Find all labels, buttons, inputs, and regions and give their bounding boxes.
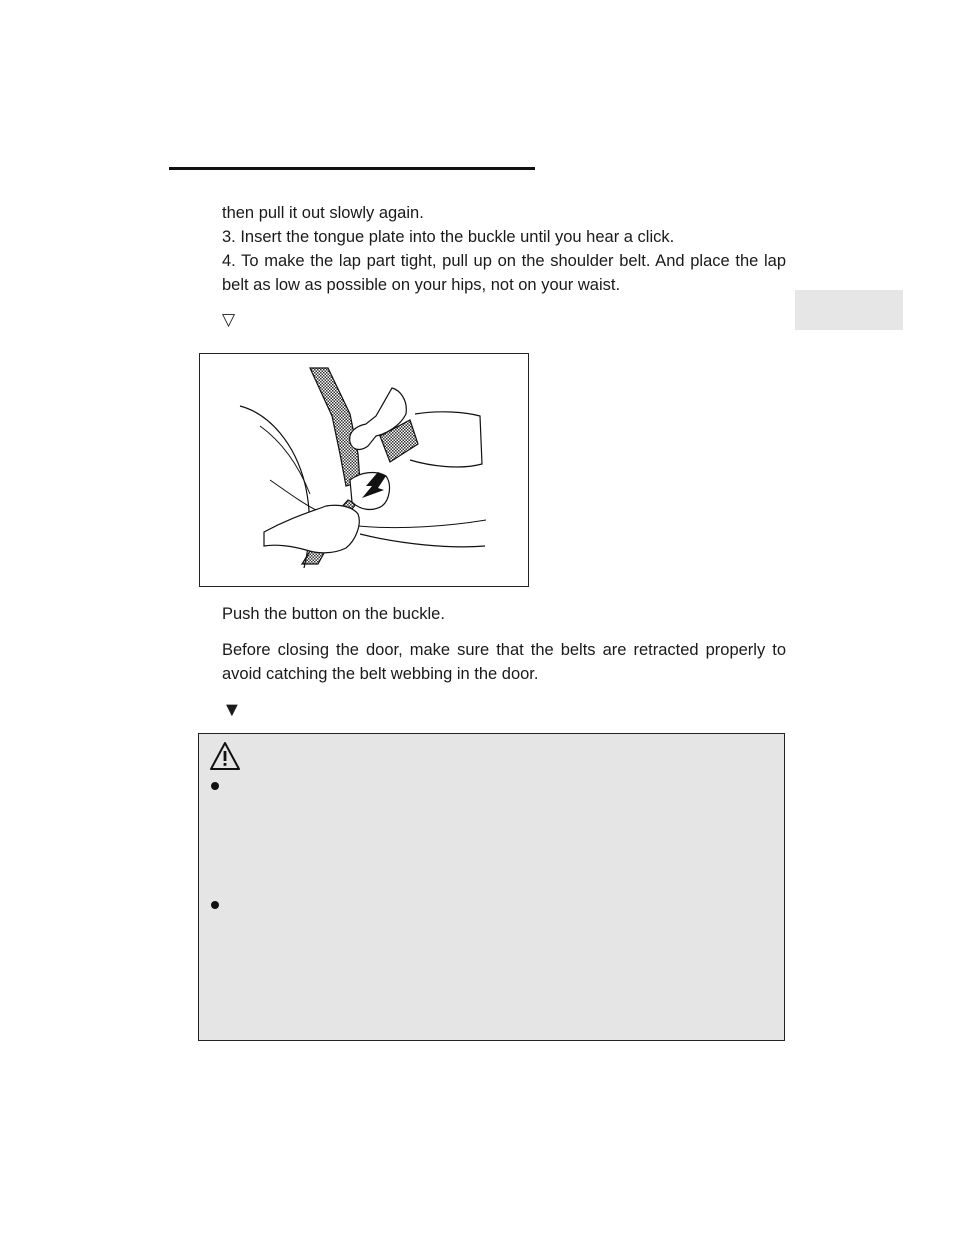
warning-bullet-1 bbox=[211, 782, 219, 790]
buckle-drawing bbox=[200, 354, 528, 586]
warning-box bbox=[198, 733, 785, 1041]
continuation-line: then pull it out slowly again. bbox=[222, 204, 424, 222]
step-3: 3. Insert the tongue plate into the buckle until you hear a click. bbox=[222, 228, 675, 246]
open-triangle-icon: ▽ bbox=[222, 310, 236, 329]
step-4: 4. To make the lap part tight, pull up on the shoulder belt. And place the lap belt as low as possible on your hips, not on your waist. bbox=[222, 252, 786, 294]
section-tab bbox=[795, 290, 903, 330]
seatbelt-illustration bbox=[199, 353, 529, 587]
section-rule bbox=[169, 167, 535, 170]
door-note: Before closing the door, make sure that the belts are retracted properly to avoid catching the belt webbing in the door. bbox=[222, 641, 786, 683]
warning-bullet-2 bbox=[211, 901, 219, 909]
steps-text bbox=[222, 201, 786, 297]
release-instruction: Push the button on the buckle. bbox=[222, 605, 445, 623]
warning-triangle-icon bbox=[209, 741, 241, 771]
solid-triangle-icon: ▼ bbox=[222, 699, 242, 721]
